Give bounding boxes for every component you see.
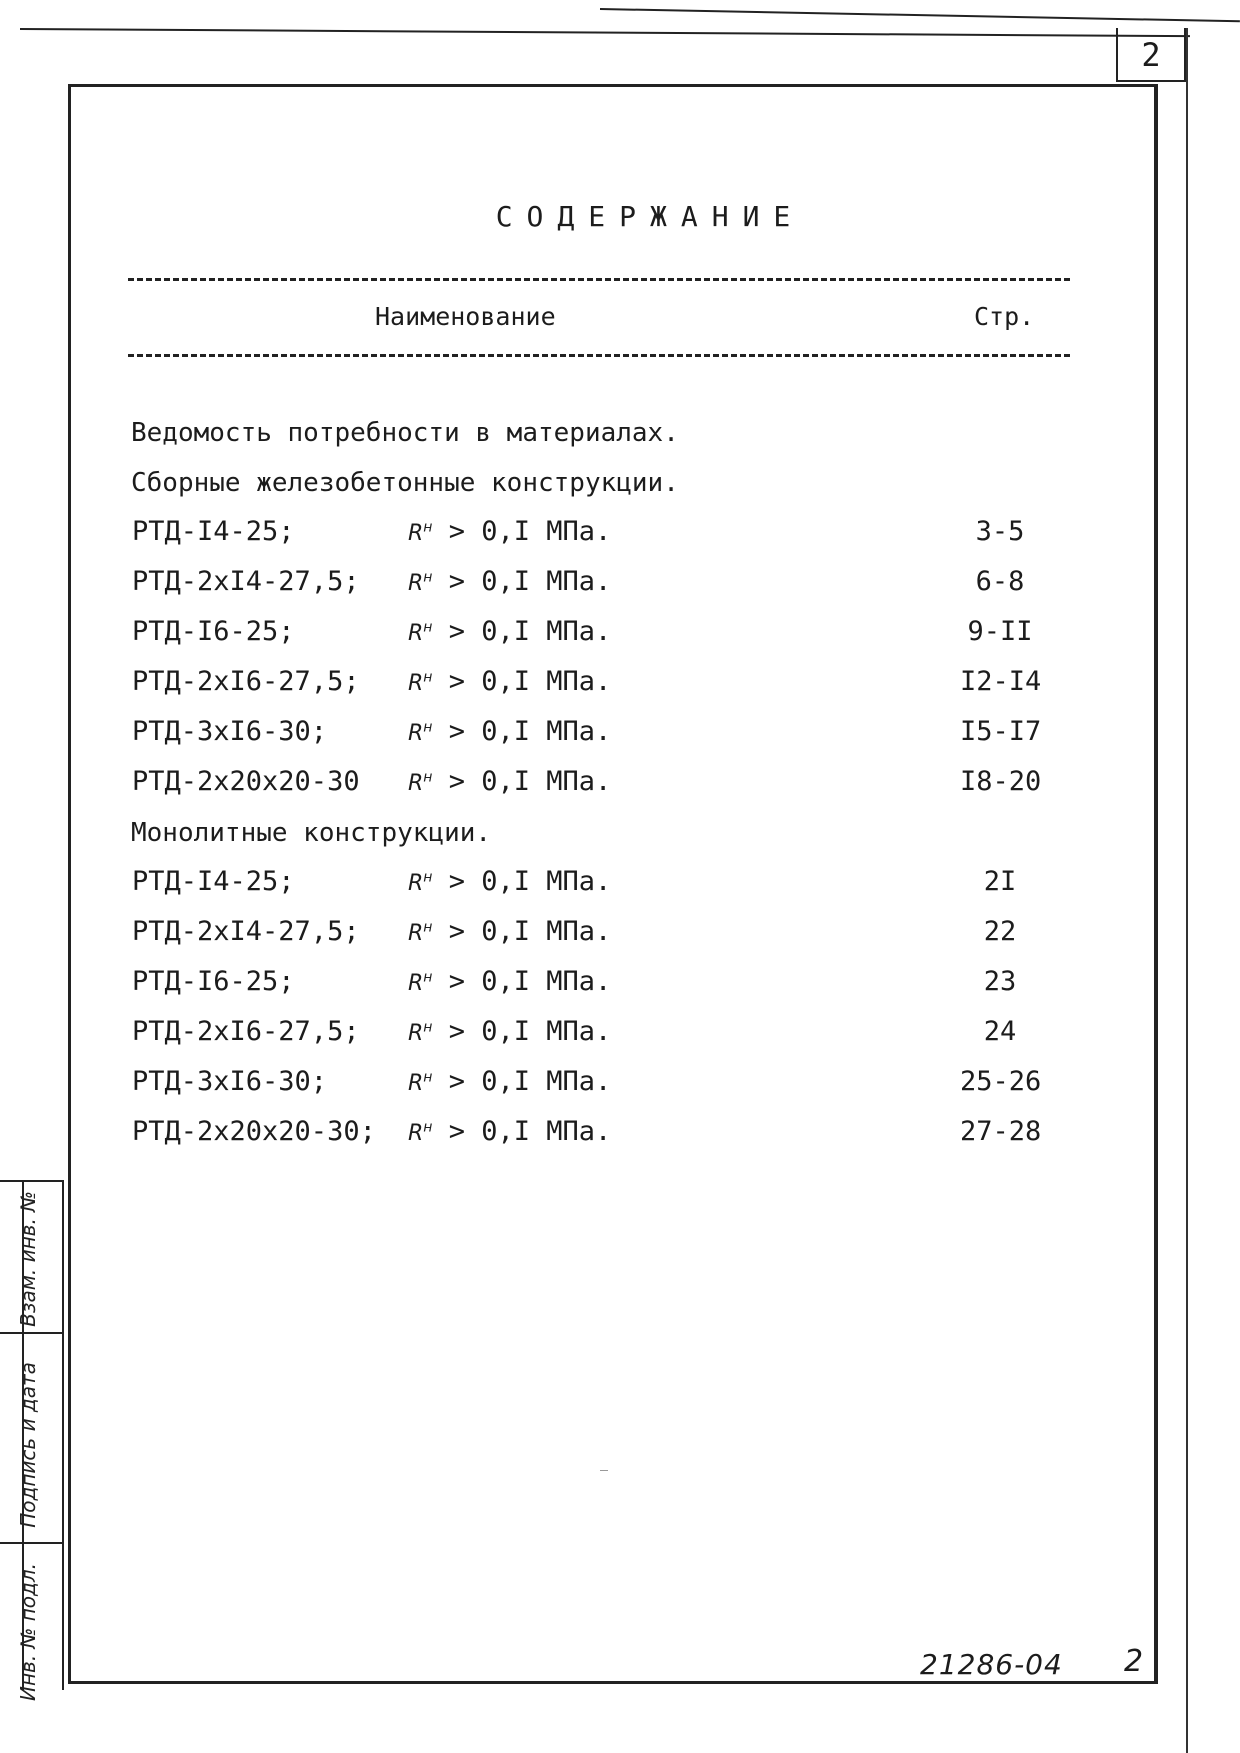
stamp-inv-podl: Инв. № подл. <box>16 1563 40 1701</box>
item-condition: $R^н > 0,I$ МПа. <box>408 666 612 697</box>
list-item <box>0 616 1240 656</box>
top-border-line <box>600 8 1240 22</box>
item-condition: $R^н > 0,I$ МПа. <box>408 866 612 897</box>
item-code: РТД-I4-25; <box>132 516 295 547</box>
item-page: 22 <box>983 916 1017 947</box>
item-code: РТД-3хI6-30; <box>132 1066 328 1097</box>
item-page: 6-8 <box>975 566 1025 597</box>
item-page: I2-I4 <box>960 666 1042 697</box>
item-condition: $R^н > 0,I$ МПа. <box>408 1016 612 1047</box>
document-code: 21286-04 <box>920 1648 1063 1681</box>
list-item <box>0 1066 1240 1106</box>
list-item <box>0 516 1240 556</box>
scan-speck <box>600 1470 608 1471</box>
item-page: 2I <box>983 866 1017 897</box>
item-page: 3-5 <box>975 516 1025 547</box>
item-condition: $R^н > 0,I$ МПа. <box>408 766 612 797</box>
list-item <box>0 1016 1240 1056</box>
item-page: 27-28 <box>960 1116 1042 1147</box>
sheet-number: 2 <box>1141 36 1161 74</box>
item-page: I8-20 <box>960 766 1042 797</box>
list-item <box>0 766 1240 806</box>
section-subheading: Сборные железобетонные конструкции. <box>131 468 679 498</box>
item-code: РТД-2хI4-27,5; <box>132 566 360 597</box>
item-page: 25-26 <box>960 1066 1042 1097</box>
side-stamp-labels <box>16 1191 38 1701</box>
item-condition: $R^н > 0,I$ МПа. <box>408 616 612 647</box>
stamp-podpis: Подпись и дата <box>16 1362 40 1528</box>
header-divider-bottom <box>128 354 1070 357</box>
list-item <box>0 916 1240 956</box>
item-condition: $R^н > 0,I$ МПа. <box>408 916 612 947</box>
item-code: РТД-2х20х20-30 <box>132 766 360 797</box>
item-code: РТД-3хI6-30; <box>132 716 328 747</box>
list-item <box>0 966 1240 1006</box>
list-item <box>0 1116 1240 1156</box>
item-condition: $R^н > 0,I$ МПа. <box>408 1066 612 1097</box>
column-header-page: Стр. <box>974 302 1035 331</box>
list-item <box>0 666 1240 706</box>
item-code: РТД-2х20х20-30; <box>132 1116 376 1147</box>
item-code: РТД-I4-25; <box>132 866 295 897</box>
item-condition: $R^н > 0,I$ МПа. <box>408 966 612 997</box>
item-condition: $R^н > 0,I$ МПа. <box>408 566 612 597</box>
page-title: СОДЕРЖАНИЕ <box>495 200 805 233</box>
item-page: I5-I7 <box>960 716 1042 747</box>
column-header-name: Наименование <box>375 302 556 331</box>
section-heading: Монолитные конструкции. <box>131 818 492 848</box>
item-condition: $R^н > 0,I$ МПа. <box>408 716 612 747</box>
footer-page-number: 2 <box>1124 1644 1144 1679</box>
item-condition: $R^н > 0,I$ МПа. <box>408 1116 612 1147</box>
section-heading: Ведомость потребности в материалах. <box>131 418 679 448</box>
list-item <box>0 566 1240 606</box>
item-condition: $R^н > 0,I$ МПа. <box>408 516 612 547</box>
sheet-number-box <box>1116 28 1186 82</box>
item-code: РТД-2хI6-27,5; <box>132 1016 360 1047</box>
header-divider-top <box>128 278 1070 281</box>
item-page: 23 <box>983 966 1017 997</box>
stamp-vzam: Взам. инв. № <box>16 1191 40 1327</box>
item-page: 9-II <box>967 616 1033 647</box>
item-code: РТД-I6-25; <box>132 966 295 997</box>
list-item <box>0 716 1240 756</box>
item-code: РТД-2хI4-27,5; <box>132 916 360 947</box>
top-border-line <box>20 28 1190 37</box>
item-code: РТД-I6-25; <box>132 616 295 647</box>
list-item <box>0 866 1240 906</box>
item-code: РТД-2хI6-27,5; <box>132 666 360 697</box>
item-page: 24 <box>983 1016 1017 1047</box>
